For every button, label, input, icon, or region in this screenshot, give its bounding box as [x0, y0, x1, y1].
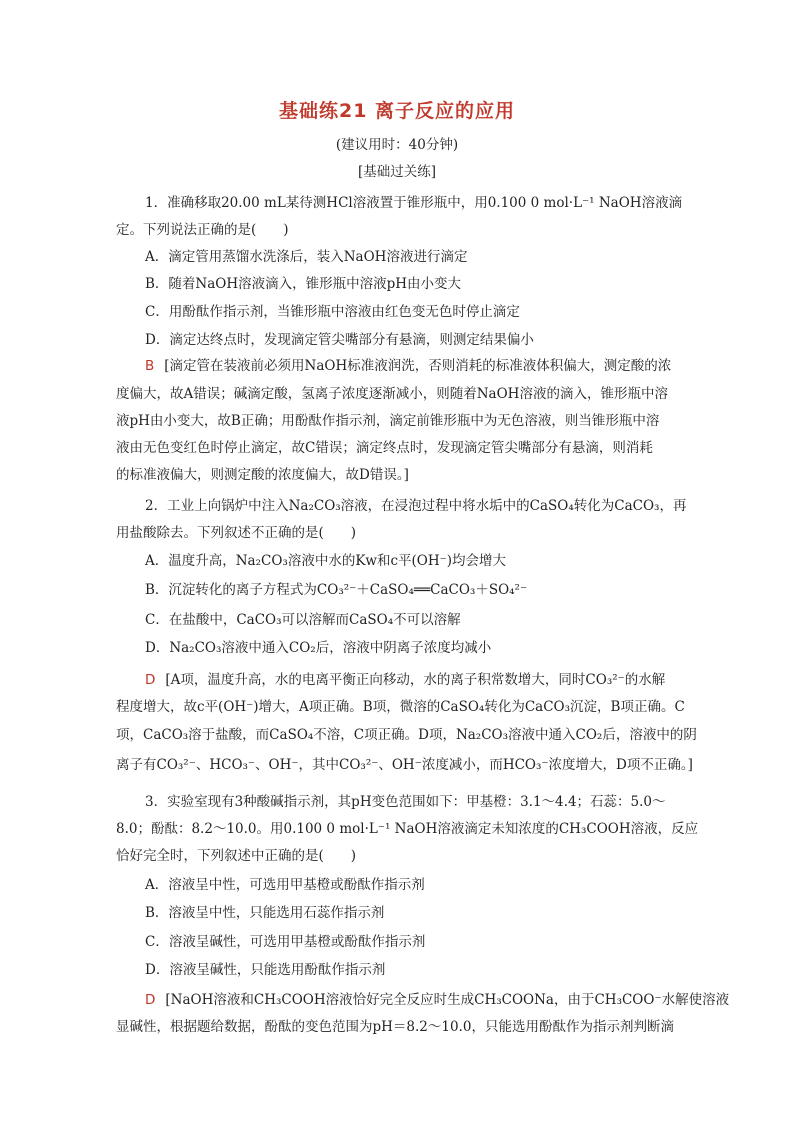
answer-label: B — [145, 358, 155, 374]
line-text: B．沉淀转化的离子方程式为CO₃²⁻＋CaSO₄══CaCO₃＋SO₄²⁻ — [145, 582, 528, 598]
text-line — [116, 465, 409, 485]
line-text: D．溶液呈碱性，只能选用酚酞作指示剂 — [145, 962, 386, 978]
text-line — [116, 819, 698, 839]
line-text: 8.0；酚酞：8.2～10.0。用0.100 0 mol·L⁻¹ NaOH溶液滴定未知浓度的CH₃COOH溶液，反应 — [116, 821, 699, 837]
line-text: 液pH由小变大，故B正确；用酚酞作指示剂，滴定前锥形瓶中为无色溶液，则当锥形瓶中溶 — [116, 413, 660, 429]
line-text: 程度增大，故c平(OH⁻)增大，A项正确。B项，微溶的CaSO₄转化为CaCO₃沉淀，B项正确。C — [116, 699, 685, 715]
text-line — [145, 638, 491, 658]
text-line — [145, 247, 467, 267]
text-line — [145, 580, 527, 600]
text-line — [145, 274, 461, 294]
text-line — [145, 792, 666, 812]
text-line — [116, 755, 693, 775]
text-line — [145, 932, 425, 952]
text-line — [145, 990, 729, 1010]
text-line — [145, 670, 665, 690]
line-text: C．溶液呈碱性，可选用甲基橙或酚酞作指示剂 — [145, 934, 426, 950]
line-text: B．随着NaOH溶液滴入，锥形瓶中溶液pH由小变大 — [145, 276, 462, 292]
time-hint: (建议用时：40分钟) — [335, 137, 459, 153]
section-heading: [基础过关练] — [357, 164, 437, 180]
line-text: 2．工业上向锅炉中注入Na₂CO₃溶液，在浸泡过程中将水垢中的CaSO₄转化为CaCO₃，再 — [145, 498, 687, 514]
text-line — [145, 302, 520, 322]
line-text: A．温度升高，Na₂CO₃溶液中水的Kw和c平(OH⁻)均会增大 — [145, 553, 507, 569]
line-text: C．在盐酸中，CaCO₃可以溶解而CaSO₄不可以溶解 — [145, 612, 461, 628]
text-line — [145, 356, 671, 376]
line-text: 定。下列说法正确的是( ) — [116, 222, 289, 238]
line-text: A．溶液呈中性，可选用甲基橙或酚酞作指示剂 — [145, 877, 425, 893]
text-line — [145, 610, 461, 630]
text-line — [145, 875, 425, 895]
line-text: 离子有CO₃²⁻、HCO₃⁻、OH⁻，其中CO₃²⁻、OH⁻浓度减小，而HCO₃⁻浓度增大，D项不正确。] — [116, 757, 693, 773]
answer-label: D — [145, 992, 156, 1008]
line-text: 的标准液偏大，则测定酸的浓度偏大，故D错误。] — [116, 467, 409, 483]
line-text: 1．准确移取20.00 mL某待测HCl溶液置于锥形瓶中，用0.100 0 mol·L⁻¹ NaOH溶液滴 — [145, 195, 683, 211]
text-line — [116, 384, 668, 404]
text-line — [116, 411, 659, 431]
text-line — [116, 523, 356, 543]
line-text: 用盐酸除去。下列叙述不正确的是( ) — [116, 525, 357, 541]
line-text: 显碱性，根据题给数据，酚酞的变色范围为pH＝8.2～10.0，只能选用酚酞作为指示剂判断滴 — [116, 1019, 674, 1035]
text-line — [116, 725, 697, 745]
line-text: B．溶液呈中性，只能选用石蕊作指示剂 — [145, 905, 385, 921]
text-line — [116, 697, 685, 717]
line-text: 3．实验室现有3种酸碱指示剂，其pH变色范围如下：甲基橙：3.1～4.4；石蕊：5.0～ — [145, 794, 666, 810]
line-text: [滴定管在装液前必须用NaOH标准液润洗，否则消耗的标准液体积偏大，测定酸的浓 — [164, 358, 672, 374]
text-line — [145, 551, 506, 571]
line-text: D．Na₂CO₃溶液中通入CO₂后，溶液中阴离子浓度均减小 — [145, 640, 492, 656]
text-line — [116, 846, 356, 866]
line-text: 度偏大，故A错误；碱滴定酸，氢离子浓度逐渐减小，则随着NaOH溶液的滴入，锥形瓶中溶 — [116, 386, 668, 402]
text-line — [145, 330, 534, 350]
text-line — [145, 193, 682, 213]
line-text: A．滴定管用蒸馏水洗涤后，装入NaOH溶液进行滴定 — [145, 249, 468, 265]
line-text: [A项，温度升高，水的电离平衡正向移动，水的离子积常数增大，同时CO₃²⁻的水解 — [165, 672, 666, 688]
line-text: C．用酚酞作指示剂，当锥形瓶中溶液由红色变无色时停止滴定 — [145, 304, 520, 320]
text-line — [116, 438, 653, 458]
answer-label: D — [145, 672, 156, 688]
page-title: 基础练21 离子反应的应用 — [278, 100, 516, 122]
line-text: 项，CaCO₃溶于盐酸，而CaSO₄不溶，C项正确。D项，Na₂CO₃溶液中通入CO₂后，溶液中的阴 — [116, 727, 697, 743]
text-line — [116, 220, 289, 240]
text-line — [116, 1017, 674, 1037]
text-line — [145, 960, 385, 980]
line-text: D．滴定达终点时，发现滴定管尖嘴部分有悬滴，则测定结果偏小 — [145, 332, 534, 348]
line-text: 恰好完全时，下列叙述中正确的是( ) — [116, 848, 357, 864]
line-text: [NaOH溶液和CH₃COOH溶液恰好完全反应时生成CH₃COONa，由于CH₃COO⁻水解使溶液 — [165, 992, 730, 1008]
text-line — [145, 903, 384, 923]
text-line — [145, 496, 686, 516]
line-text: 液由无色变红色时停止滴定，故C错误；滴定终点时，发现滴定管尖嘴部分有悬滴，则消耗 — [116, 440, 653, 456]
